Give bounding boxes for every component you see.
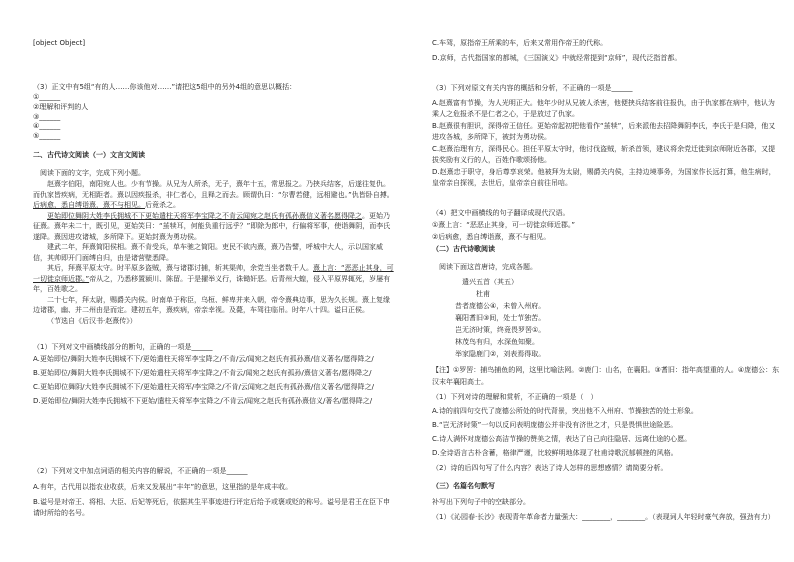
passage-source: （节选自《后汉书·赵熹传》） bbox=[47, 316, 137, 325]
classical-q3-options bbox=[432, 98, 780, 193]
poetry-q1-stem: （1）下列对诗的理解和赏析，不正确的一项是（ ） bbox=[432, 393, 598, 401]
translation-item-1: ①熹上言：“恶恶止其身，可一切徙京师近郡。” bbox=[432, 221, 576, 229]
answer-item-1: ①______ bbox=[33, 93, 61, 101]
underlined-sentence: 后病愈，悉自缚诣熹，熹不与相见。 bbox=[33, 201, 145, 209]
answer-item-4: ④______ bbox=[33, 122, 61, 131]
modern-q3-answer-list bbox=[33, 93, 395, 142]
answer-item-2: ②理解和评判的人 bbox=[33, 102, 89, 111]
poetry-q1-option-b: B.“岂无济时策”一句以反问表明庞德公并非没有济世之才，只是畏惧世途险恶。 bbox=[432, 421, 678, 429]
underlined-sentence: 更始即位舞阴大姓李氏拥城不下更始遣柱天将军李宝降之不肯云闻宛之赵氏有孤孙熹信义著名愿得降之 bbox=[47, 211, 362, 220]
classical-q1-stem: （1）下列对文中画横线部分的断句，正确的一项是______ bbox=[33, 343, 213, 351]
passage-paragraph-5: 二十七年，拜太尉，赐爵关内侯。时南单于称臣，乌桓、鲜卑并来入朝，帝令熹典边事，思为久长规。熹上复缘边诸郡，幽、并二州由是而定。建初五年，熹疾病，帝亲幸视。及薨，车驾往临吊。时年八十四。谥曰正侯。 bbox=[33, 295, 390, 314]
poem-title: 遣兴五首（其五） bbox=[462, 278, 518, 286]
classical-q2-option-c: C.车驾，原指帝王所乘的车，后来又常用作帝王的代称。 bbox=[432, 39, 608, 47]
underlined-sentence: 熹上言：“恶恶止其身，可一切徙京师近郡。” bbox=[33, 264, 394, 283]
dictation-instruction: 补写出下列句子中的空缺部分。 bbox=[432, 498, 530, 506]
poem-author: 杜甫 bbox=[476, 290, 490, 298]
option-d: D.赵熹忠于职守，身后尊享哀荣。他被拜为太尉，赐爵关内侯，主持边境事务，为国家作长远打算，他生病时，皇帝亲自探视，去世后，皇帝亲自前往吊唁。 bbox=[432, 168, 776, 187]
classical-q2-option-d: D.京师，古代指国家的都城，《三国演义》中就经常提到“京师”，现代泛指首都。 bbox=[432, 54, 682, 62]
translation-item-2: ②后病愈，悉自缚诣熹，熹不与相见。 bbox=[432, 233, 551, 241]
option-c: C.更始即位舞阴/大姓李氏拥城不下/更始遣柱天将军/李宝降之/不肯/云闻宛之赵氏有孤孙熹/信义著名/愿得降之/ bbox=[33, 383, 374, 391]
passage-text: 其后，拜熹平原太守。时平原多盗贼，熹与诸郡讨捕，斩其渠帅，余党当坐者数千人。 bbox=[47, 264, 313, 272]
modern-q2-stem: [object Object] bbox=[33, 39, 86, 47]
passage-text: 后竟杀之。 bbox=[145, 201, 180, 209]
poetry-q2-stem: （2）诗的后四句写了什么内容？表达了诗人怎样的思想感情？请简要分析。 bbox=[432, 464, 668, 472]
poem-note: 【注】①罗罟：捕鸟捕鱼的网，这里比喻法网。②鹿门：山名，在襄阳。③耆旧：指年高望重的人。④庞德公：东汉末年襄阳高士。 bbox=[432, 366, 780, 386]
poetry-q1-option-a: A.诗的前四句交代了庞德公所处的时代背景，突出他不入州府、节操独苦的处士形象。 bbox=[432, 407, 698, 415]
modern-q3-stem: （3）正文中有5组“有的人……你该他对……”请把这5组中的另外4组的意思以概括： bbox=[33, 83, 297, 91]
dictation-section-title: （三）名篇名句默写 bbox=[432, 482, 495, 490]
option-d: D.更始即位/舞阴大姓李氏拥城不下更始/遣柱天将军李宝降之/不肯云/闻宛之赵氏有孤孙熹信义/著名/愿得降之/ bbox=[33, 397, 373, 405]
poem-line: 举家隐鹿门②，刘表焉得取。 bbox=[455, 350, 546, 358]
poem-line: 昔者庞德公④，未曾入州府。 bbox=[455, 302, 546, 310]
answer-item-5: ⑤______ bbox=[33, 132, 61, 141]
poetry-q1-option-d: D.全诗语言古朴含蓄，格律严谨，比较鲜明地体现了杜甫诗歌沉郁顿挫的风格。 bbox=[432, 449, 678, 457]
poetry-section-title: （二）古代诗歌阅读 bbox=[432, 245, 495, 253]
poem-line: 岂无济时策，终竟畏罗罟①。 bbox=[455, 326, 546, 334]
classical-section-title: 二、古代诗文阅读（一）文言文阅读 bbox=[33, 151, 145, 159]
passage-paragraph-4 bbox=[33, 263, 395, 295]
dictation-q1: （1）《沁园春·长沙》表现青年革命者力量强大：________，________。（表现词人年轻时豪气奔放，强劲有力） bbox=[432, 513, 775, 521]
option-b: B.赵熹很有胆识，深得帝王信任。更始帝起初把他看作“茧犊”，后来派他去招降舞阴李氏，李氏于是归降，他又进攻各城，多所降下，被封为勇功侯。 bbox=[432, 122, 776, 141]
option-a: A.更始即位/舞阴大姓李氏拥城不下/更始遣柱天将军李宝降之/不肯/云/闻宛之赵氏有孤孙熹/信义著名/愿得降之/ bbox=[33, 355, 374, 363]
passage-text: 帝从之，乃悉移置颍川、陈留。于是擢举义行，诛锄奸恶。后青州大蝗，侵入平原界辄死，岁屡有年，百姓歌之。 bbox=[33, 274, 391, 293]
classical-passage bbox=[33, 179, 395, 326]
poetry-q1-option-c: C.诗人满怀对庞德公高洁节操的赞美之情，表达了自己向往隐居、远离仕途的心愿。 bbox=[432, 435, 692, 443]
classical-q1-options bbox=[33, 354, 395, 410]
poetry-instruction: 阅读下面这首唐诗，完成各题。 bbox=[439, 263, 537, 271]
poem-line: 襄阳耆旧③间，处士节独苦。 bbox=[455, 314, 546, 322]
option-a: A.赵熹富有节操，为人光明正大。他年少时从兄被人杀害，他便挟兵结客前往报仇，由于仇家都在病中，他认为乘人之危报杀不是仁者之心，于是放过了仇家。 bbox=[432, 99, 775, 118]
poem bbox=[432, 276, 780, 360]
passage-text: 。更始乃征熹。熹年未二十，既引见，更始笑曰：“茧犊耳，何能负重行远乎？”即除为郎中，行偏将军事，使诣舞阴，而李氏遂降。熹因进攻诸城，多所降下。更始封熹为勇功侯。 bbox=[33, 211, 391, 241]
passage-paragraph-3: 建武二年，拜熹简阳侯相。熹不肯受兵，单车驰之简阳。吏民不欲内熹，熹乃告譬，呼城中大人，示以国家威信，其帅即开门面缚自归，由是诸营壁悉降。 bbox=[33, 243, 383, 262]
poem-line: 林茂鸟有归，水深鱼知聚。 bbox=[455, 338, 539, 346]
option-b: B.更始即位/舞阴大姓李氏拥城不下/更始遣柱天将军李宝降之/不肯云/闻宛之赵氏有孤孙/熹信义著名/愿得降之/ bbox=[33, 369, 372, 377]
passage-paragraph-1 bbox=[33, 179, 395, 211]
classical-q2-stem: （2）下列对文中加点词语的相关内容的解说，不正确的一项是______ bbox=[33, 467, 248, 475]
passage-paragraph-2 bbox=[33, 211, 395, 243]
classical-q2-option-b: B.谥号是对帝王、将相、大臣、后妃等死后，依据其生平事迹进行评定后给予或褒或贬的称号。谥号是君王在臣下申请时所给的名号。 bbox=[33, 498, 391, 517]
classical-q2-option-a: A.有年，古代用以指农业收获，后来又发展出“丰年”的意思，这里指的是年成丰收。 bbox=[33, 483, 293, 491]
classical-q4-stem: （4）把文中画横线的句子翻译成现代汉语。 bbox=[432, 209, 570, 217]
classical-q3-stem: （3）下列对原文有关内容的概括和分析，不正确的一项是______ bbox=[432, 84, 633, 92]
answer-item-3: ③______ bbox=[33, 112, 61, 121]
option-c: C.赵熹治理有方，深得民心。担任平原太守时，他讨伐盗贼，斩杀首领，建议将余党迁徙到京师附近各郡，又提拔奖励有义行的人，百姓作歌颂扬他。 bbox=[432, 145, 776, 164]
passage-text: 赵熹字伯阳，南阳宛人也。少有节操。从兄为人所杀，无子，熹年十五，常思报之。乃挟兵结客，后遂往复仇。而仇家皆疾病，无相距者。熹以因疾报杀，非仁者心，且释之而去。顾谓仇曰：“尔曹若健，远相避也。”仇皆卧自搏。 bbox=[33, 180, 394, 199]
classical-instruction: 阅读下面的文字，完成下列小题。 bbox=[40, 169, 145, 177]
